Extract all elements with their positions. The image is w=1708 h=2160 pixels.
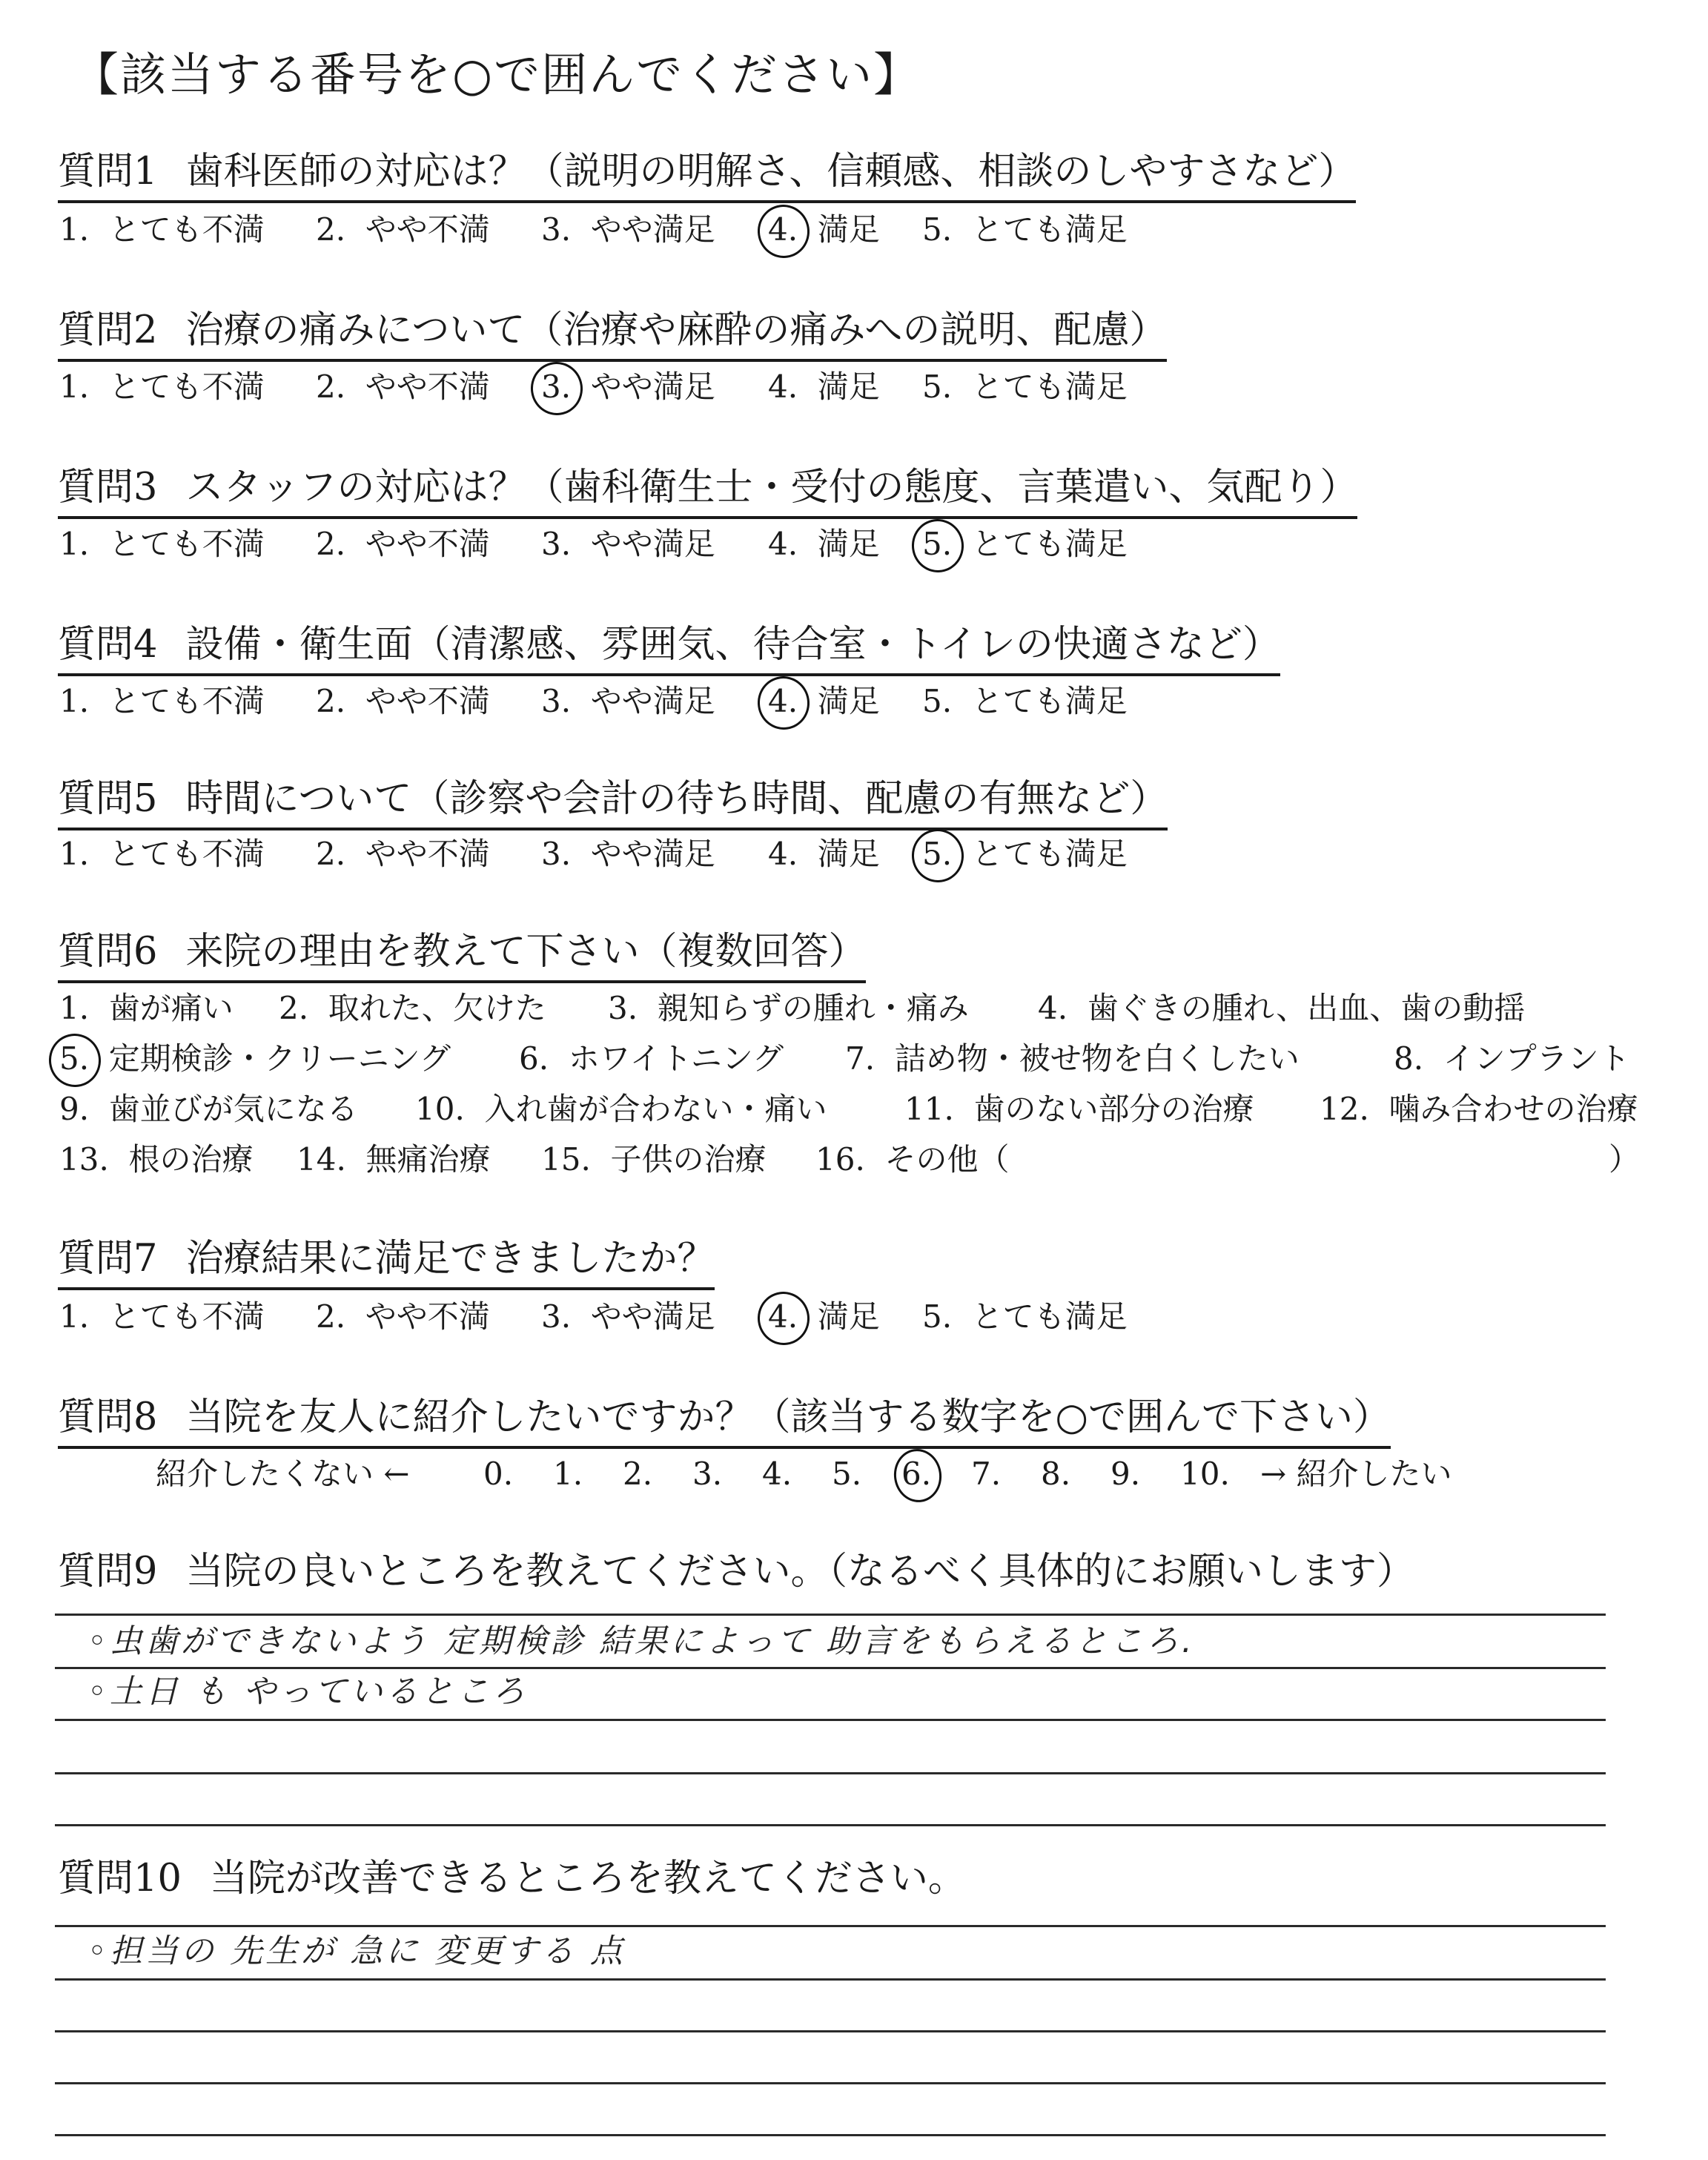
handwritten-answer: ◦土日 も やっているところ <box>87 1673 528 1711</box>
option-7[interactable]: 7. 詰め物・被せ物を白くしたい <box>845 1040 1300 1077</box>
option-1[interactable]: 1. とても不満 <box>59 836 265 872</box>
option-4[interactable]: 4. 満足 <box>768 836 880 872</box>
handwritten-answer: ◦担当の 先生が 急に 変更する 点 <box>87 1932 626 1970</box>
option-1[interactable]: 1. とても不満 <box>59 526 265 562</box>
answer-line <box>55 1772 1606 1774</box>
option-2[interactable]: 2. やや不満 <box>316 1298 490 1335</box>
question-text: 設備・衛生面（清潔感、雰囲気、待合室・トイレの快適さなど） <box>185 623 1280 667</box>
option-1[interactable]: 1. とても不満 <box>59 211 265 248</box>
option-9[interactable]: 9. 歯並びが気になる <box>59 1091 358 1127</box>
option-2[interactable]: 2. やや不満 <box>316 683 490 719</box>
question-text: 当院を友人に紹介したいですか？（該当する数字を○で囲んで下さい） <box>185 1396 1391 1439</box>
option-5[interactable]: 5. とても満足 <box>922 1298 1128 1335</box>
option-1[interactable]: 1. 歯が痛い <box>59 990 234 1026</box>
scale-1[interactable]: 1. <box>553 1456 583 1492</box>
option-5[interactable]: 5. とても満足 <box>922 833 1128 875</box>
question-label: 質問2 <box>58 308 158 352</box>
scale-right-label: → 紹介したい <box>1260 1456 1452 1492</box>
scale-0[interactable]: 0. <box>483 1456 514 1492</box>
question-label: 質問9 <box>58 1550 158 1593</box>
option-5[interactable]: 5. 定期検診・クリーニング <box>59 1038 451 1080</box>
answer-line <box>55 1978 1606 1981</box>
scale-5[interactable]: 5. <box>832 1456 862 1492</box>
option-2[interactable]: 2. やや不満 <box>316 526 490 562</box>
option-2[interactable]: 2. 取れた、欠けた <box>279 990 546 1026</box>
option-3[interactable]: 3. やや満足 <box>541 1298 715 1335</box>
scale-2[interactable]: 2. <box>623 1456 653 1492</box>
answer-line <box>55 1667 1606 1669</box>
question-label: 質問5 <box>58 777 158 821</box>
option-3[interactable]: 3. 親知らずの腫れ・痛み <box>608 990 969 1026</box>
other-close-paren: ） <box>1609 1141 1641 1178</box>
option-2[interactable]: 2. やや不満 <box>316 211 490 248</box>
question-label: 質問8 <box>58 1396 158 1439</box>
option-4[interactable]: 4. 歯ぐきの腫れ、出血、歯の動揺 <box>1038 990 1526 1026</box>
question-6 <box>58 928 866 983</box>
scale-9[interactable]: 9. <box>1110 1456 1141 1492</box>
answer-line <box>55 1925 1606 1927</box>
option-1[interactable]: 1. とても不満 <box>59 1298 265 1335</box>
scale-8[interactable]: 8. <box>1041 1456 1071 1492</box>
question-label: 質問4 <box>58 623 158 667</box>
option-10[interactable]: 10. 入れ歯が合わない・痛い <box>415 1091 827 1127</box>
option-16[interactable]: 16. その他（ <box>815 1141 1010 1178</box>
question-3 <box>58 464 1357 519</box>
option-15[interactable]: 15. 子供の治療 <box>541 1141 767 1178</box>
answer-line <box>55 1824 1606 1826</box>
question-4 <box>58 621 1280 676</box>
question-7 <box>58 1235 715 1290</box>
scale-4[interactable]: 4. <box>762 1456 792 1492</box>
option-5[interactable]: 5. とても満足 <box>922 683 1128 719</box>
question-text: スタッフの対応は？（歯科衛生士・受付の態度、言葉遣い、気配り） <box>185 466 1358 509</box>
option-3[interactable]: 3. やや満足 <box>541 836 715 872</box>
question-text: 治療結果に満足できましたか？ <box>185 1237 715 1281</box>
question-label: 質問10 <box>58 1857 182 1900</box>
question-text: 当院の良いところを教えてください。（なるべく具体的にお願いします） <box>185 1550 1414 1593</box>
option-5[interactable]: 5. とても満足 <box>922 211 1128 248</box>
question-text: 治療の痛みについて（治療や麻酔の痛みへの説明、配慮） <box>185 308 1168 352</box>
option-1[interactable]: 1. とても不満 <box>59 683 265 719</box>
question-text: 当院が改善できるところを教えてください。 <box>209 1857 966 1900</box>
answer-line <box>55 2134 1606 2136</box>
answer-line <box>55 2030 1606 2032</box>
question-text: 時間について（診察や会計の待ち時間、配慮の有無など） <box>185 777 1168 821</box>
question-9 <box>58 1548 1414 1600</box>
option-8[interactable]: 8. インプラント <box>1394 1040 1630 1077</box>
option-6[interactable]: 6. ホワイトニング <box>519 1040 784 1077</box>
option-4[interactable]: 4. 満足 <box>768 369 880 405</box>
option-13[interactable]: 13. 根の治療 <box>59 1141 254 1178</box>
option-11[interactable]: 11. 歯のない部分の治療 <box>904 1091 1254 1127</box>
answer-line <box>55 2082 1606 2084</box>
question-label: 質問7 <box>58 1237 158 1281</box>
option-2[interactable]: 2. やや不満 <box>316 369 490 405</box>
option-5[interactable]: 5. とても満足 <box>922 369 1128 405</box>
option-3[interactable]: 3. やや満足 <box>541 683 715 719</box>
option-4[interactable]: 4. 満足 <box>768 1296 880 1338</box>
option-3[interactable]: 3. やや満足 <box>541 211 715 248</box>
handwritten-answer: ◦虫歯ができないよう 定期検診 結果によって 助言をもらえるところ. <box>87 1622 1195 1660</box>
option-3[interactable]: 3. やや満足 <box>541 366 715 408</box>
option-4[interactable]: 4. 満足 <box>768 681 880 722</box>
scale-left-label: 紹介したくない ← <box>156 1456 410 1492</box>
scale-10[interactable]: 10. <box>1180 1456 1230 1492</box>
option-2[interactable]: 2. やや不満 <box>316 836 490 872</box>
question-5 <box>58 776 1168 830</box>
question-1 <box>58 148 1356 203</box>
question-text: 来院の理由を教えて下さい（複数回答） <box>185 930 867 974</box>
question-text: 歯科医師の対応は？（説明の明解さ、信頼感、相談のしやすさなど） <box>185 150 1357 194</box>
question-2 <box>58 307 1167 362</box>
answer-line <box>55 1614 1606 1616</box>
scale-6[interactable]: 6. <box>901 1453 931 1495</box>
option-14[interactable]: 14. 無痛治療 <box>297 1141 491 1178</box>
question-label: 質問6 <box>58 930 158 974</box>
page-title: 【該当する番号を○で囲んでください】 <box>73 47 921 102</box>
question-label: 質問3 <box>58 466 158 509</box>
scale-3[interactable]: 3. <box>692 1456 723 1492</box>
question-8 <box>58 1394 1391 1449</box>
option-12[interactable]: 12. 噛み合わせの治療 <box>1320 1091 1638 1127</box>
question-label: 質問1 <box>58 150 158 194</box>
scale-7[interactable]: 7. <box>971 1456 1002 1492</box>
option-4[interactable]: 4. 満足 <box>768 526 880 562</box>
question-10 <box>58 1855 966 1907</box>
option-3[interactable]: 3. やや満足 <box>541 526 715 562</box>
answer-line <box>55 1719 1606 1721</box>
option-1[interactable]: 1. とても不満 <box>59 369 265 405</box>
option-4[interactable]: 4. 満足 <box>768 209 880 251</box>
option-5[interactable]: 5. とても満足 <box>922 524 1128 565</box>
